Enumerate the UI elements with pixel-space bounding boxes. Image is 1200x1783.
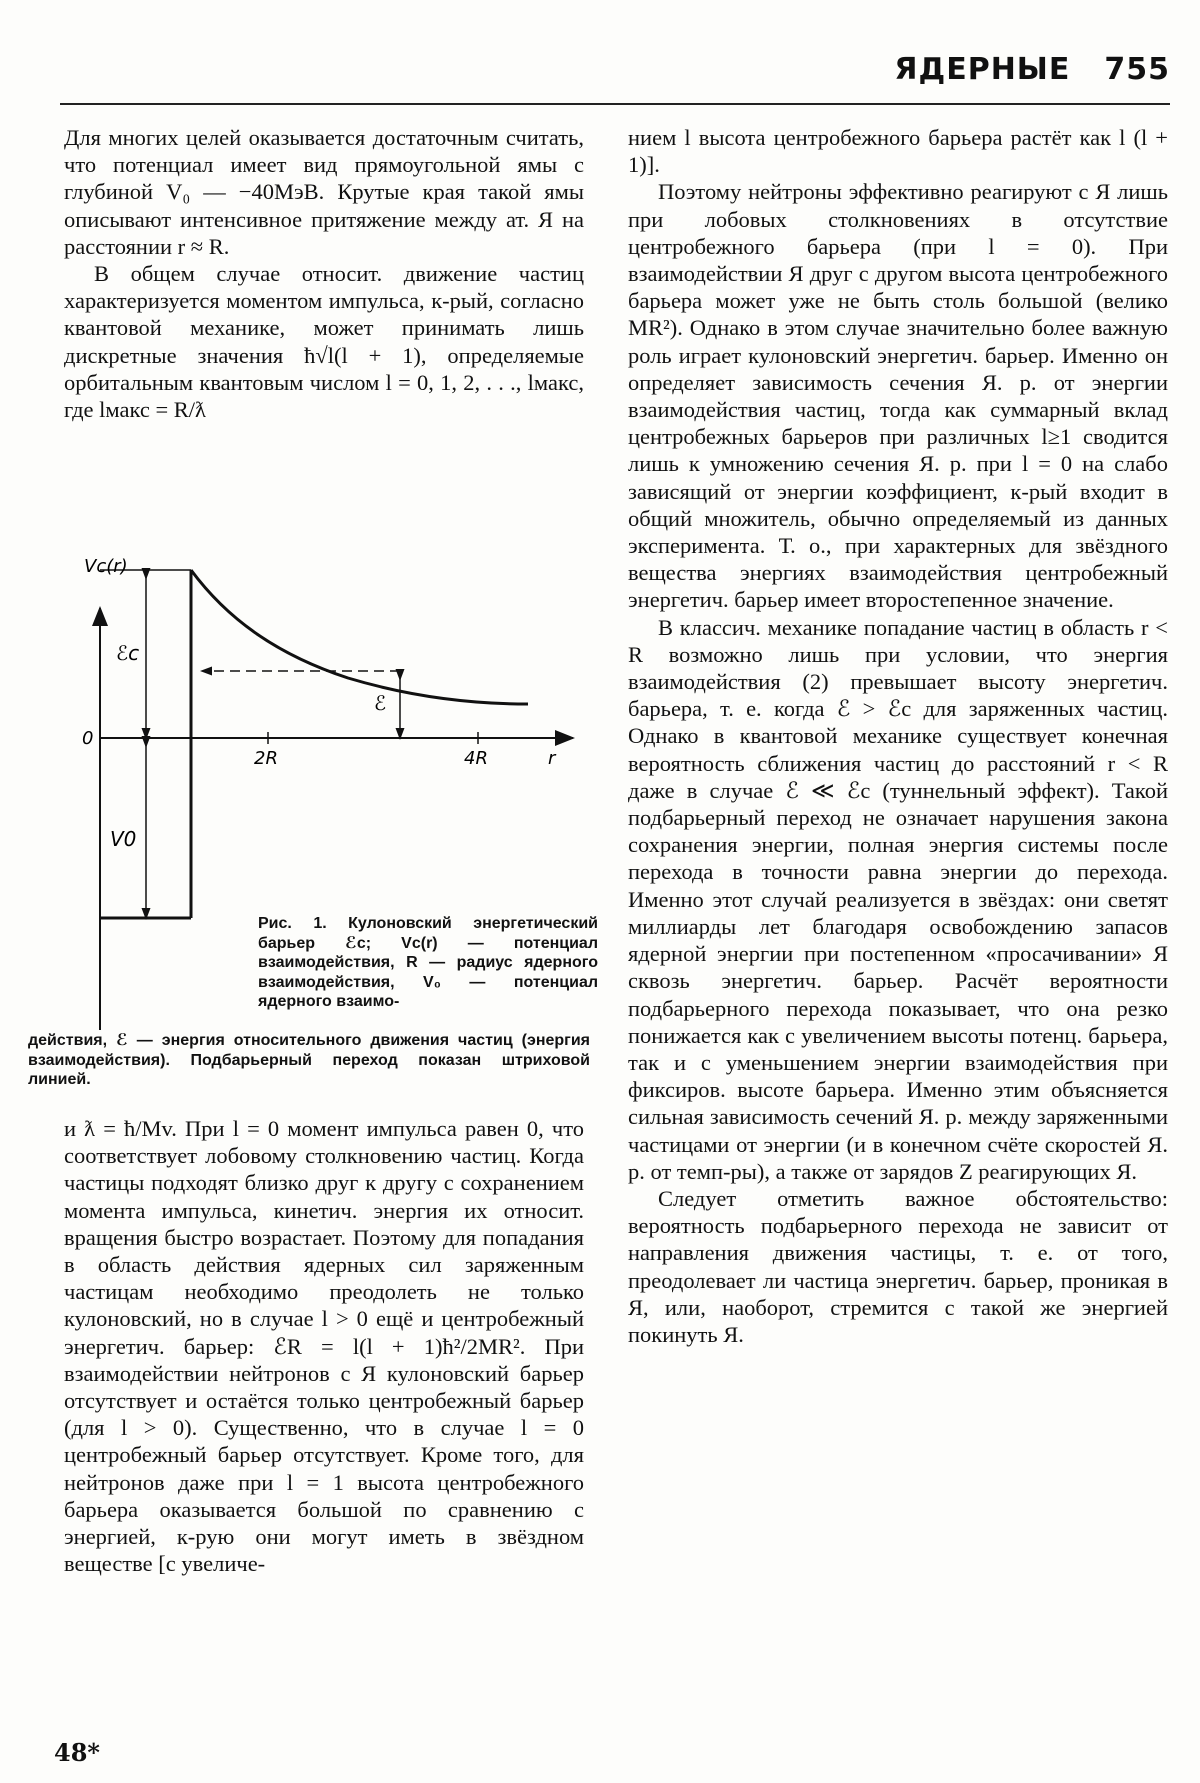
paragraph: нием l высота центробежного барьера растёт как l (l + 1)]. (628, 125, 1168, 178)
coulomb-curve (191, 570, 528, 704)
paragraph: Поэтому нейтроны эффективно реагируют с Я лишь при лобовых столкновениях в отсутствие центробежного барьера (при l = 0). При взаимодействии Я друг с другом высота центробежного барьера может уже не быть столь большой (велико MR²). Однако в этом случае значительно более важную роль играет кулоновский энергетич. барьер. Именно он определяет зависимость сечения Я. р. от энергии взаимодействия частиц, тогда как суммарный вклад центробежных барьеров при различных l≥1 сводится лишь к умножению сечения Я. р. при l = 0 на слабо зависящий от энергии коэффициент, к-рый входит в общий множитель, обычно определяемый из данных эксперимента. Т. о., при характерных для звёздного вещества энергиях взаимодействия центробежный энергетич. барьер имеет второстепенное значение. (628, 179, 1168, 613)
label-2r: 2R (254, 748, 278, 769)
right-column (628, 124, 1168, 1348)
left-column-bottom (64, 1115, 584, 1577)
label-zero: 0 (82, 728, 94, 749)
label-r: r (548, 748, 556, 769)
header-rule (60, 103, 1170, 105)
label-vc: Vc(r) (84, 556, 128, 577)
header-title: ЯДЕРНЫЕ (894, 52, 1071, 87)
page-number: 755 (1104, 52, 1170, 87)
label-ec: ℰc (116, 641, 140, 665)
figure-caption-continued: действия, ℰ — энергия относительного движения частиц (энергия взаимодействия). Подбарьерный переход показан штриховой линией. (28, 1032, 590, 1088)
paragraph: В классич. механике попадание частиц в область r < R возможно лишь при условии, что энергия взаимодействия (2) превышает высоту энергетич. барьера, т. е. когда ℰ > ℰc для заряженных частиц. Однако в квантовой механике существует конечная вероятность сближения частиц до расстояний r < R даже в случае ℰ ≪ ℰc (туннельный эффект). Такой подбарьерный переход не означает нарушения закона сохранения энергии, полная энергия системы после перехода в точности равна энергии до перехода. Именно этот случай реализуется в звёздах: они светят миллиарды лет благодаря освобождению запасов ядерной энергии при постепенном «просачивании» Я сквозь энергетич. барьер. Расчёт вероятности подбарьерного перехода показывает, что она резко понижается как с увеличением высоты потенц. барьера, так и с уменьшением энергии взаимодействия при фиксиров. высоте барьера. Именно этим объясняется сильная зависимость сечений Я. р. между заряженными частицами от энергии (и в конечном счёте скоростей Я. р. от темп-ры), а также от зарядов Z реагирующих Я. (628, 614, 1168, 1184)
left-column (64, 124, 584, 423)
figure-caption: Рис. 1. Кулоновский энергетический барьер ℰc; Vc(r) — потенциал взаимодействия, R — радиус ядерного взаимодействия, V₀ — потенциал ядерного взаимо- (258, 915, 598, 1010)
paragraph: В общем случае относит. движение частиц характеризуется моментом импульса, к-рый, согласно квантовой механике, может принимать лишь дискретные значения ħ√l(l + 1), определяемые орбитальным квантовым числом l = 0, 1, 2, . . ., lмакс, где lмакс = R/ƛ (64, 261, 584, 423)
figure-coulomb-barrier (28, 540, 598, 1100)
running-header (894, 52, 1170, 87)
label-4r: 4R (464, 748, 488, 769)
label-e: ℰ (374, 691, 387, 715)
label-v0: V0 (110, 827, 137, 851)
paragraph: Для многих целей оказывается достаточным считать, что потенциал имеет вид прямоугольной ямы с глубиной V₀ — −40МэВ. Крутые края такой ямы описывают интенсивное притяжение между ат. Я на расстоянии r ≈ R. (64, 125, 584, 259)
signature-mark: 48* (54, 1738, 100, 1767)
paragraph: и ƛ = ħ/Mv. При l = 0 момент импульса равен 0, что соответствует лобовому столкновению частиц. Когда частицы подходят близко друг к другу с сохранением момента импульса, кинетич. энергия их относит. вращения быстро возрастает. Поэтому для попадания в область действия ядерных сил заряженным частицам необходимо преодолеть не только кулоновский, но в случае l > 0 ещё и центробежный энергетич. барьер: ℰR = l(l + 1)ħ²/2MR². При взаимодействии нейтронов с Я кулоновский барьер отсутствует и остаётся только центробежный барьер (для l > 0). Существенно, что в случае l = 0 центробежный барьер отсутствует. Кроме того, для нейтронов даже при l = 1 высота центробежного барьера оказывается большой по сравнению с энергией, к-рую они могут иметь в звёздном веществе [с увеличе- (64, 1116, 584, 1577)
paragraph: Следует отметить важное обстоятельство: вероятность подбарьерного перехода не зависит от направления движения частицы, т. е. от того, преодолевает ли частица энергетич. барьер, проникая в Я, или, наоборот, стремится с такой же энергией покинуть Я. (628, 1185, 1168, 1347)
